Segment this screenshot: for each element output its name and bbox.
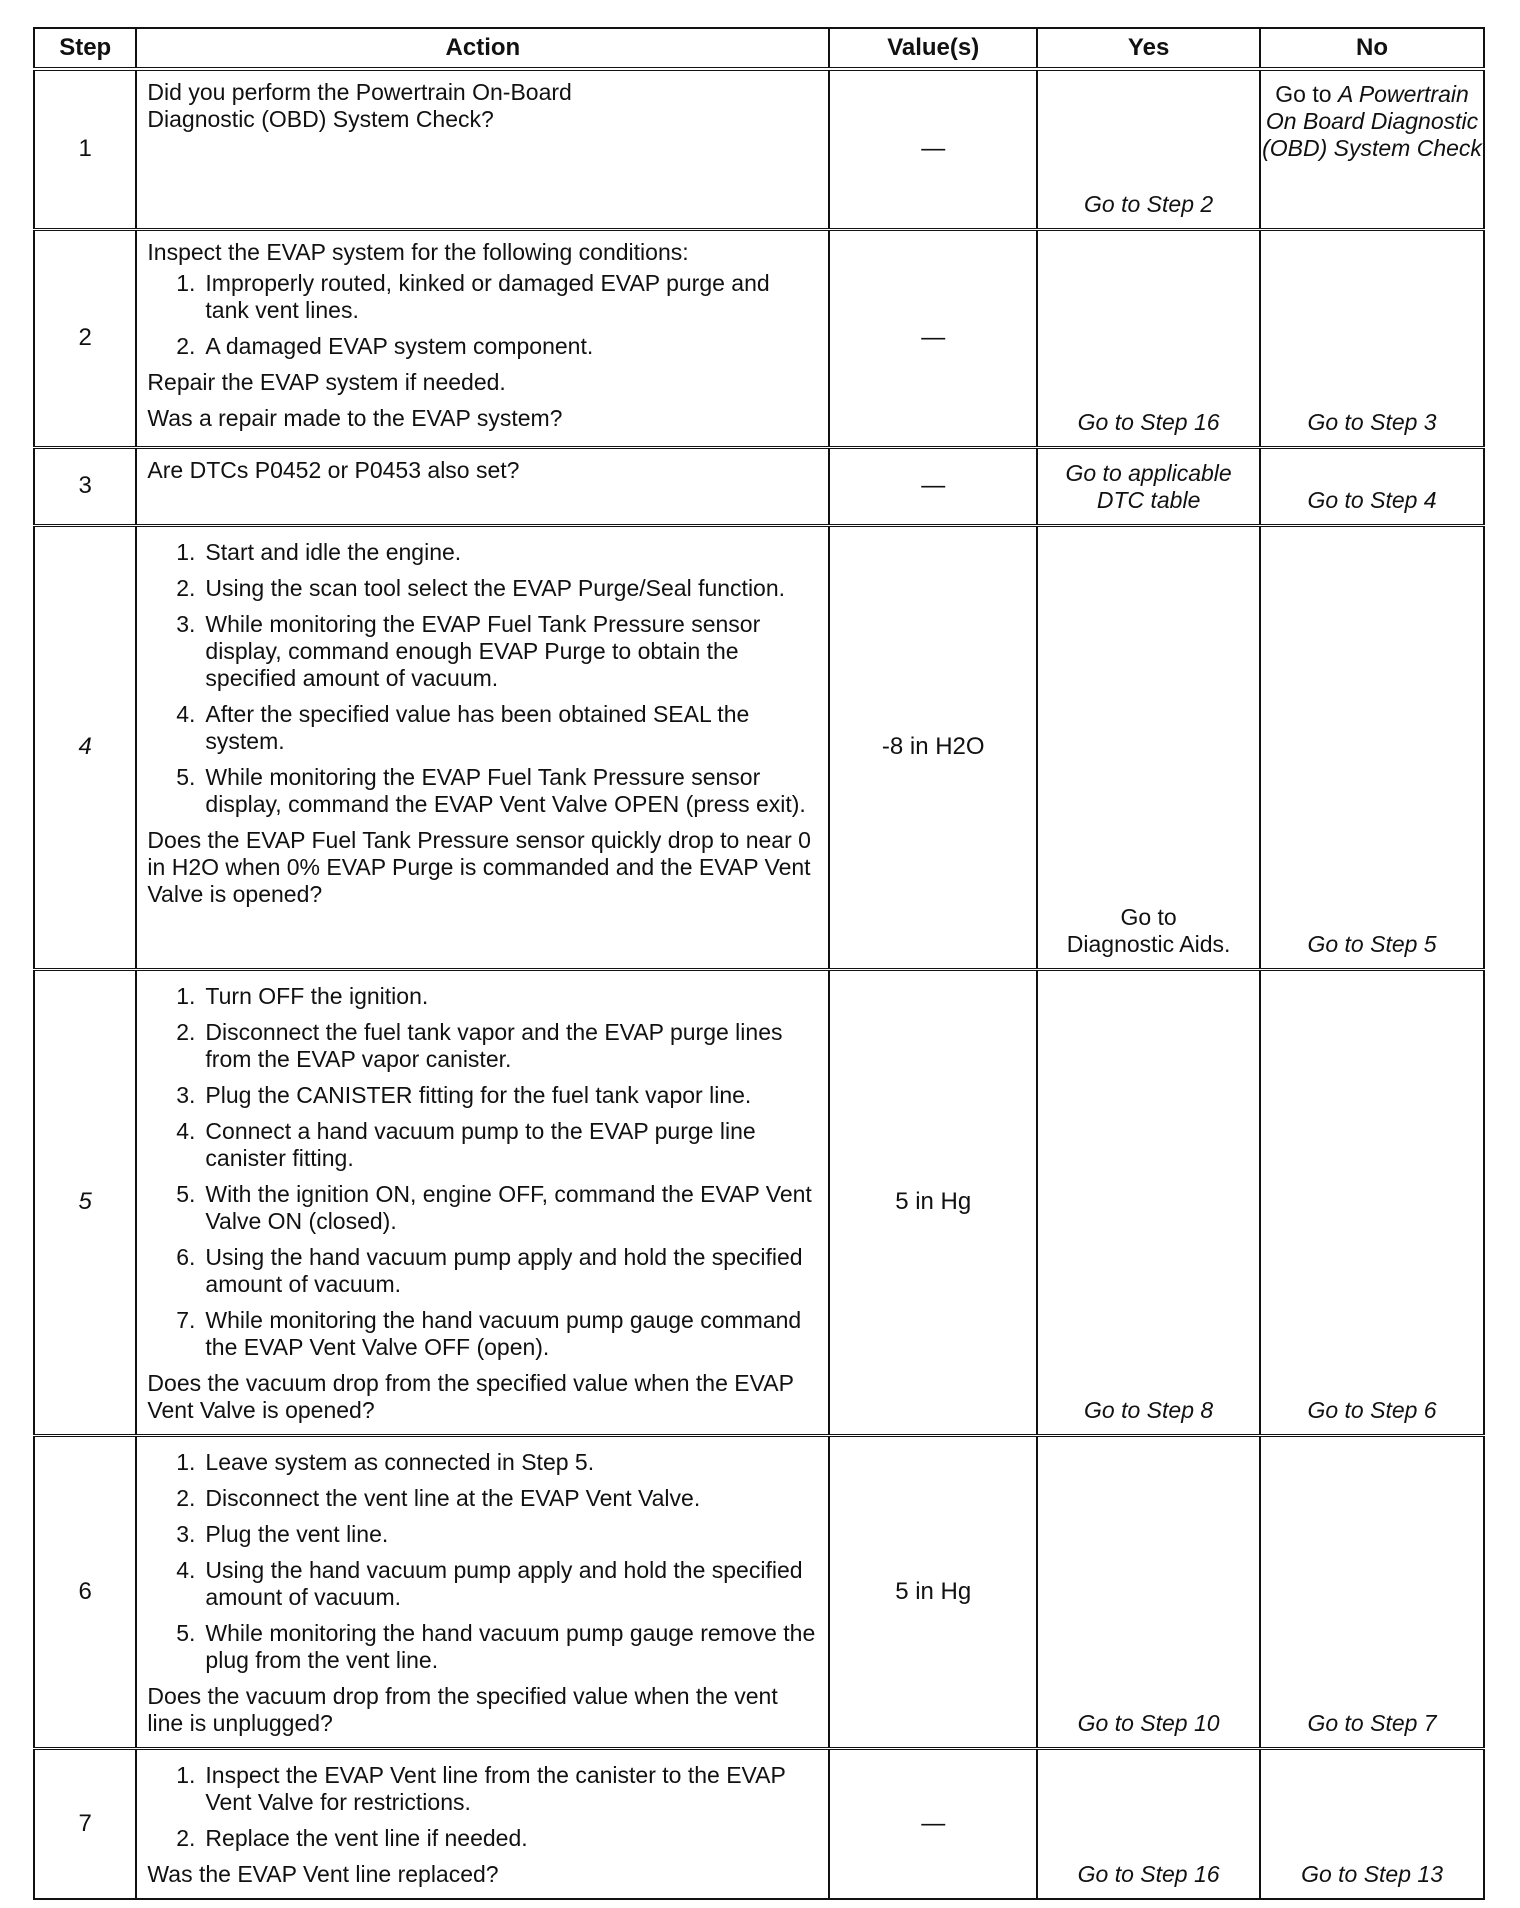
action-steps bbox=[147, 539, 818, 818]
table-row-step-2 bbox=[34, 229, 1484, 447]
list-item: 2. Disconnect the fuel tank vapor and the EVAP purge lines from the EVAP vapor canister. bbox=[176, 1018, 783, 1072]
header-values: Value(s) bbox=[829, 28, 1037, 69]
table-row-step-1 bbox=[34, 69, 1484, 229]
action-question: Does the vacuum drop from the specified value when the vent line is unplugged? bbox=[147, 1682, 778, 1736]
step-number: 1 bbox=[34, 69, 136, 229]
list-item: 6. Using the hand vacuum pump apply and hold the specified amount of vacuum. bbox=[176, 1243, 803, 1297]
table-row-step-5 bbox=[34, 969, 1484, 1435]
action-cell bbox=[136, 229, 829, 447]
value-cell: 5 in Hg bbox=[829, 1435, 1037, 1748]
action-cell bbox=[136, 1748, 829, 1899]
action-question: Does the EVAP Fuel Tank Pressure sensor quickly drop to near 0 in H2O when 0% EVAP Purge is commanded and the EVAP Vent Valve is opened? bbox=[147, 826, 811, 907]
no-cell bbox=[1260, 1435, 1484, 1748]
list-item: 7. While monitoring the hand vacuum pump gauge command the EVAP Vent Valve OFF (open). bbox=[176, 1306, 802, 1360]
table-row-step-3 bbox=[34, 447, 1484, 525]
no-link: Go to Step 3 bbox=[1307, 408, 1437, 435]
diagnostic-table bbox=[33, 27, 1485, 1900]
table-row-step-4 bbox=[34, 525, 1484, 969]
action-question: Are DTCs P0452 or P0453 also set? bbox=[147, 456, 520, 483]
list-item: 4. Using the hand vacuum pump apply and hold the specified amount of vacuum. bbox=[176, 1556, 803, 1610]
list-item: 2. Using the scan tool select the EVAP Purge/Seal function. bbox=[176, 574, 786, 601]
no-link-prefix: Go to bbox=[1275, 81, 1338, 107]
action-note: Repair the EVAP system if needed. bbox=[147, 368, 506, 395]
no-link: Go to Step 6 bbox=[1307, 1396, 1437, 1423]
step-number: 3 bbox=[34, 447, 136, 525]
list-item: 1. Inspect the EVAP Vent line from the canister to the EVAP Vent Valve for restrictions. bbox=[176, 1761, 786, 1815]
yes-cell bbox=[1037, 69, 1260, 229]
list-item: 1. Turn OFF the ignition. bbox=[176, 982, 429, 1009]
action-intro: Inspect the EVAP system for the following conditions: bbox=[147, 238, 689, 265]
action-cell bbox=[136, 525, 829, 969]
no-link: Go to Step 13 bbox=[1301, 1860, 1443, 1887]
yes-link: Go to Step 8 bbox=[1084, 1396, 1214, 1423]
value-cell: — bbox=[829, 447, 1037, 525]
action-cell bbox=[136, 1435, 829, 1748]
yes-cell bbox=[1037, 1435, 1260, 1748]
value-cell: — bbox=[829, 69, 1037, 229]
yes-link: Go to Step 2 bbox=[1084, 190, 1214, 217]
yes-link: Go to applicable DTC table bbox=[1065, 459, 1232, 513]
list-item: 2. Replace the vent line if needed. bbox=[176, 1824, 528, 1851]
list-item: 3. While monitoring the EVAP Fuel Tank Pressure sensor display, command enough EVAP Purge to obtain the specified amount of vacuum. bbox=[176, 610, 761, 691]
action-question: Does the vacuum drop from the specified value when the EVAP Vent Valve is opened? bbox=[147, 1369, 794, 1423]
step-number: 5 bbox=[34, 969, 136, 1435]
step-number: 4 bbox=[34, 525, 136, 969]
list-item: 2. Disconnect the vent line at the EVAP Vent Valve. bbox=[176, 1484, 701, 1511]
no-link: Go to Step 4 bbox=[1307, 486, 1437, 513]
list-item: 3. Plug the vent line. bbox=[176, 1520, 389, 1547]
action-question: Was a repair made to the EVAP system? bbox=[147, 404, 563, 431]
list-item: 5. While monitoring the hand vacuum pump gauge remove the plug from the vent line. bbox=[176, 1619, 816, 1673]
yes-cell bbox=[1037, 447, 1260, 525]
header-no: No bbox=[1260, 28, 1484, 69]
action-cell bbox=[136, 69, 829, 229]
action-steps bbox=[147, 983, 818, 1361]
list-item: 5. With the ignition ON, engine OFF, command the EVAP Vent Valve ON (closed). bbox=[176, 1180, 812, 1234]
yes-cell bbox=[1037, 229, 1260, 447]
diagnostic-table-sheet bbox=[33, 27, 1485, 1900]
table-row-step-6 bbox=[34, 1435, 1484, 1748]
no-cell bbox=[1260, 447, 1484, 525]
no-cell bbox=[1260, 229, 1484, 447]
yes-link bbox=[1038, 904, 1259, 958]
action-cell bbox=[136, 447, 829, 525]
action-steps bbox=[147, 270, 818, 360]
header-step: Step bbox=[34, 28, 136, 69]
list-item: 1. Leave system as connected in Step 5. bbox=[176, 1448, 595, 1475]
no-link-target: A Powertrain On Board Diagnostic (OBD) System Check bbox=[1262, 81, 1482, 161]
yes-link: Go to Step 16 bbox=[1077, 1860, 1220, 1887]
yes-link: Go to Step 10 bbox=[1077, 1709, 1220, 1736]
list-item: 3. Plug the CANISTER fitting for the fuel tank vapor line. bbox=[176, 1081, 752, 1108]
header-action: Action bbox=[136, 28, 829, 69]
action-steps bbox=[147, 1762, 818, 1852]
yes-link-line: Diagnostic Aids. bbox=[1066, 930, 1231, 957]
yes-cell bbox=[1037, 525, 1260, 969]
no-cell bbox=[1260, 525, 1484, 969]
step-number: 6 bbox=[34, 1435, 136, 1748]
value-cell: -8 in H2O bbox=[829, 525, 1037, 969]
action-cell bbox=[136, 969, 829, 1435]
value-cell: — bbox=[829, 229, 1037, 447]
action-question: Did you perform the Powertrain On-Board Diagnostic (OBD) System Check? bbox=[147, 79, 572, 132]
no-link: Go to Step 7 bbox=[1307, 1709, 1437, 1736]
table-row-step-7 bbox=[34, 1748, 1484, 1899]
no-cell bbox=[1260, 969, 1484, 1435]
step-number: 2 bbox=[34, 229, 136, 447]
yes-link: Go to Step 16 bbox=[1077, 408, 1220, 435]
header-row bbox=[34, 28, 1484, 69]
list-item: 4. After the specified value has been obtained SEAL the system. bbox=[176, 700, 750, 754]
step-number: 7 bbox=[34, 1748, 136, 1899]
list-item: 1. Improperly routed, kinked or damaged EVAP purge and tank vent lines. bbox=[176, 269, 770, 323]
yes-cell bbox=[1037, 1748, 1260, 1899]
list-item: 1. Start and idle the engine. bbox=[176, 538, 462, 565]
no-cell bbox=[1260, 1748, 1484, 1899]
action-steps bbox=[147, 1449, 818, 1674]
list-item: 5. While monitoring the EVAP Fuel Tank Pressure sensor display, command the EVAP Vent Valve OPEN (press exit). bbox=[176, 763, 806, 817]
no-cell bbox=[1260, 69, 1484, 229]
no-link bbox=[1261, 71, 1483, 162]
value-cell: 5 in Hg bbox=[829, 969, 1037, 1435]
value-cell: — bbox=[829, 1748, 1037, 1899]
no-link: Go to Step 5 bbox=[1307, 930, 1437, 957]
yes-cell bbox=[1037, 969, 1260, 1435]
header-yes: Yes bbox=[1037, 28, 1260, 69]
action-question: Was the EVAP Vent line replaced? bbox=[147, 1860, 499, 1887]
list-item: 2. A damaged EVAP system component. bbox=[176, 332, 594, 359]
list-item: 4. Connect a hand vacuum pump to the EVAP purge line canister fitting. bbox=[176, 1117, 756, 1171]
yes-link-line: Go to bbox=[1120, 903, 1177, 930]
